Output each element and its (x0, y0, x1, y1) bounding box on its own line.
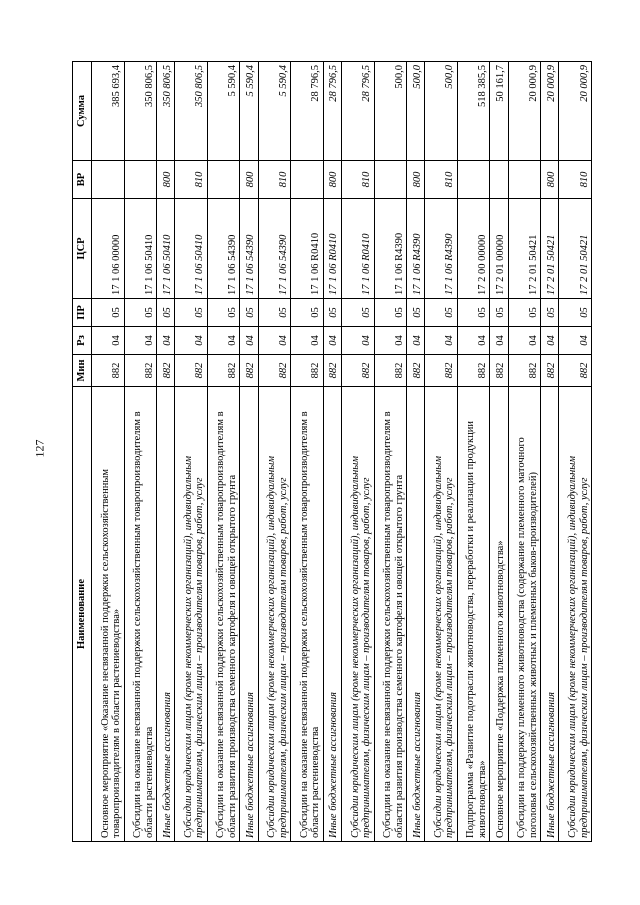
page-number: 127 (32, 439, 47, 458)
header-min: Мин (73, 355, 92, 387)
cell-csr: 17 2 01 50421 (541, 199, 559, 299)
cell-rz: 04 (341, 327, 374, 355)
cell-min: 882 (175, 355, 208, 387)
cell-csr: 17 1 06 50410 (175, 199, 208, 299)
cell-name: Субсидии юридическим лицам (кроме некоммерческих организаций), индивидуальным предпринимателям, физическим лицам – производителям товаров, работ, услуг (341, 387, 374, 842)
cell-rz: 04 (258, 327, 291, 355)
cell-csr: 17 1 06 54390 (240, 199, 258, 299)
cell-csr: 17 1 06 R0410 (341, 199, 374, 299)
cell-rz: 04 (291, 327, 324, 355)
cell-min: 882 (541, 355, 559, 387)
cell-rz: 04 (157, 327, 175, 355)
cell-vr: 810 (559, 161, 592, 199)
cell-sum: 28 796,5 (323, 62, 341, 161)
cell-name: Субсидии юридическим лицам (кроме некоммерческих организаций), индивидуальным предпринимателям, физическим лицам – производителям товаров, работ, услуг (425, 387, 458, 842)
cell-rz: 04 (207, 327, 240, 355)
cell-csr: 17 1 06 R0410 (323, 199, 341, 299)
cell-rz: 04 (407, 327, 425, 355)
cell-pr: 05 (341, 299, 374, 327)
cell-min: 882 (490, 355, 508, 387)
cell-sum: 518 385,5 (457, 62, 490, 161)
cell-pr: 05 (291, 299, 324, 327)
cell-min: 882 (508, 355, 541, 387)
cell-csr: 17 1 06 R4390 (425, 199, 458, 299)
cell-rz: 04 (374, 327, 407, 355)
cell-min: 882 (559, 355, 592, 387)
cell-csr: 17 1 06 00000 (92, 199, 125, 299)
cell-pr: 05 (124, 299, 157, 327)
cell-min: 882 (291, 355, 324, 387)
cell-pr: 05 (490, 299, 508, 327)
cell-min: 882 (207, 355, 240, 387)
cell-sum: 350 806,5 (157, 62, 175, 161)
cell-vr (374, 161, 407, 199)
cell-vr (291, 161, 324, 199)
cell-name: Субсидии на оказание несвязанной поддержки сельскохозяйственным товаропроизводителям в области растениеводства (291, 387, 324, 842)
table-row (541, 62, 559, 842)
budget-table (72, 61, 592, 842)
cell-name: Субсидии юридическим лицам (кроме некоммерческих организаций), индивидуальным предпринимателям, физическим лицам – производителям товаров, работ, услуг (258, 387, 291, 842)
cell-vr (207, 161, 240, 199)
header-name: Наименование (73, 387, 92, 842)
cell-sum: 500,0 (425, 62, 458, 161)
cell-sum: 500,0 (407, 62, 425, 161)
cell-min: 882 (457, 355, 490, 387)
cell-vr: 810 (341, 161, 374, 199)
cell-name: Субсидии юридическим лицам (кроме некоммерческих организаций), индивидуальным предпринимателям, физическим лицам – производителям товаров, работ, услуг (559, 387, 592, 842)
cell-min: 882 (124, 355, 157, 387)
header-pr: ПР (73, 299, 92, 327)
cell-csr: 17 1 06 54390 (258, 199, 291, 299)
header-csr: ЦСР (73, 199, 92, 299)
table-row (425, 62, 458, 842)
cell-min: 882 (407, 355, 425, 387)
cell-min: 882 (341, 355, 374, 387)
cell-name: Иные бюджетные ассигнования (157, 387, 175, 842)
cell-csr: 17 2 01 00000 (490, 199, 508, 299)
cell-vr: 800 (323, 161, 341, 199)
table-row (240, 62, 258, 842)
cell-name: Иные бюджетные ассигнования (323, 387, 341, 842)
cell-pr: 05 (157, 299, 175, 327)
cell-pr: 05 (559, 299, 592, 327)
cell-min: 882 (323, 355, 341, 387)
table-row (175, 62, 208, 842)
cell-pr: 05 (425, 299, 458, 327)
document-area (72, 62, 592, 842)
table-row (92, 62, 125, 842)
cell-rz: 04 (92, 327, 125, 355)
cell-vr: 810 (175, 161, 208, 199)
cell-csr: 17 1 06 R4390 (374, 199, 407, 299)
table-row (490, 62, 508, 842)
cell-vr (92, 161, 125, 199)
header-sum: Сумма (73, 62, 92, 161)
cell-name: Иные бюджетные ассигнования (240, 387, 258, 842)
cell-pr: 05 (374, 299, 407, 327)
cell-csr: 17 1 06 R0410 (291, 199, 324, 299)
cell-rz: 04 (541, 327, 559, 355)
cell-name: Подпрограмма «Развитие подотрасли животноводства, переработки и реализации продукции животноводства» (457, 387, 490, 842)
cell-vr: 800 (407, 161, 425, 199)
cell-pr: 05 (92, 299, 125, 327)
header-row (73, 62, 92, 842)
cell-name: Иные бюджетные ассигнования (541, 387, 559, 842)
header-vr: ВР (73, 161, 92, 199)
cell-csr: 17 2 01 50421 (508, 199, 541, 299)
cell-rz: 04 (508, 327, 541, 355)
cell-pr: 05 (407, 299, 425, 327)
table-row (341, 62, 374, 842)
table-row (124, 62, 157, 842)
cell-name: Иные бюджетные ассигнования (407, 387, 425, 842)
table-row (407, 62, 425, 842)
cell-min: 882 (92, 355, 125, 387)
cell-name: Основное мероприятие «Поддержка племенного животноводства» (490, 387, 508, 842)
cell-csr: 17 2 01 50421 (559, 199, 592, 299)
cell-min: 882 (240, 355, 258, 387)
cell-vr (490, 161, 508, 199)
header-rz: Рз (73, 327, 92, 355)
table-row (374, 62, 407, 842)
cell-pr: 05 (240, 299, 258, 327)
cell-vr: 800 (541, 161, 559, 199)
cell-csr: 17 1 06 54390 (207, 199, 240, 299)
table-row (258, 62, 291, 842)
cell-rz: 04 (175, 327, 208, 355)
table-row (291, 62, 324, 842)
cell-vr: 800 (240, 161, 258, 199)
table-row (457, 62, 490, 842)
cell-name: Субсидии на оказание несвязанной поддержки сельскохозяйственным товаропроизводителям в области развития производства семенного картофеля и овощей открытого грунта (207, 387, 240, 842)
cell-rz: 04 (457, 327, 490, 355)
cell-vr (124, 161, 157, 199)
cell-rz: 04 (240, 327, 258, 355)
cell-sum: 20 000,9 (559, 62, 592, 161)
cell-vr (508, 161, 541, 199)
cell-pr: 05 (508, 299, 541, 327)
cell-min: 882 (157, 355, 175, 387)
cell-name: Основное мероприятие «Оказание несвязанной поддержки сельскохозяйственным товаропроизводителям в области растениеводства» (92, 387, 125, 842)
cell-sum: 50 161,7 (490, 62, 508, 161)
cell-pr: 05 (457, 299, 490, 327)
cell-csr: 17 1 06 50410 (124, 199, 157, 299)
cell-rz: 04 (124, 327, 157, 355)
cell-vr: 800 (157, 161, 175, 199)
cell-sum: 28 796,5 (291, 62, 324, 161)
cell-name: Субсидии юридическим лицам (кроме некоммерческих организаций), индивидуальным предпринимателям, физическим лицам – производителям товаров, работ, услуг (175, 387, 208, 842)
cell-csr: 17 1 06 50410 (157, 199, 175, 299)
cell-pr: 05 (207, 299, 240, 327)
table-row (157, 62, 175, 842)
cell-sum: 385 693,4 (92, 62, 125, 161)
cell-rz: 04 (559, 327, 592, 355)
cell-pr: 05 (175, 299, 208, 327)
cell-sum: 20 000,9 (508, 62, 541, 161)
table-row (559, 62, 592, 842)
table-row (207, 62, 240, 842)
cell-sum: 350 806,5 (175, 62, 208, 161)
cell-pr: 05 (323, 299, 341, 327)
cell-rz: 04 (323, 327, 341, 355)
cell-pr: 05 (541, 299, 559, 327)
cell-rz: 04 (490, 327, 508, 355)
table-row (508, 62, 541, 842)
cell-sum: 20 000,9 (541, 62, 559, 161)
cell-vr (457, 161, 490, 199)
cell-sum: 5 590,4 (258, 62, 291, 161)
cell-min: 882 (258, 355, 291, 387)
cell-name: Субсидии на оказание несвязанной поддержки сельскохозяйственным товаропроизводителям в области развития производства семенного картофеля и овощей открытого грунта (374, 387, 407, 842)
cell-pr: 05 (258, 299, 291, 327)
cell-name: Субсидии на поддержку племенного животноводства (содержание племенного маточного поголовья сельскохозяйственных животных и племенных быков-производителей) (508, 387, 541, 842)
cell-min: 882 (425, 355, 458, 387)
table-row (323, 62, 341, 842)
cell-csr: 17 1 06 R4390 (407, 199, 425, 299)
cell-vr: 810 (425, 161, 458, 199)
cell-min: 882 (374, 355, 407, 387)
cell-rz: 04 (425, 327, 458, 355)
cell-sum: 350 806,5 (124, 62, 157, 161)
cell-sum: 5 590,4 (240, 62, 258, 161)
cell-sum: 500,0 (374, 62, 407, 161)
cell-name: Субсидии на оказание несвязанной поддержки сельскохозяйственным товаропроизводителям в области растениеводства (124, 387, 157, 842)
cell-csr: 17 2 00 00000 (457, 199, 490, 299)
cell-sum: 5 590,4 (207, 62, 240, 161)
cell-sum: 28 796,5 (341, 62, 374, 161)
cell-vr: 810 (258, 161, 291, 199)
